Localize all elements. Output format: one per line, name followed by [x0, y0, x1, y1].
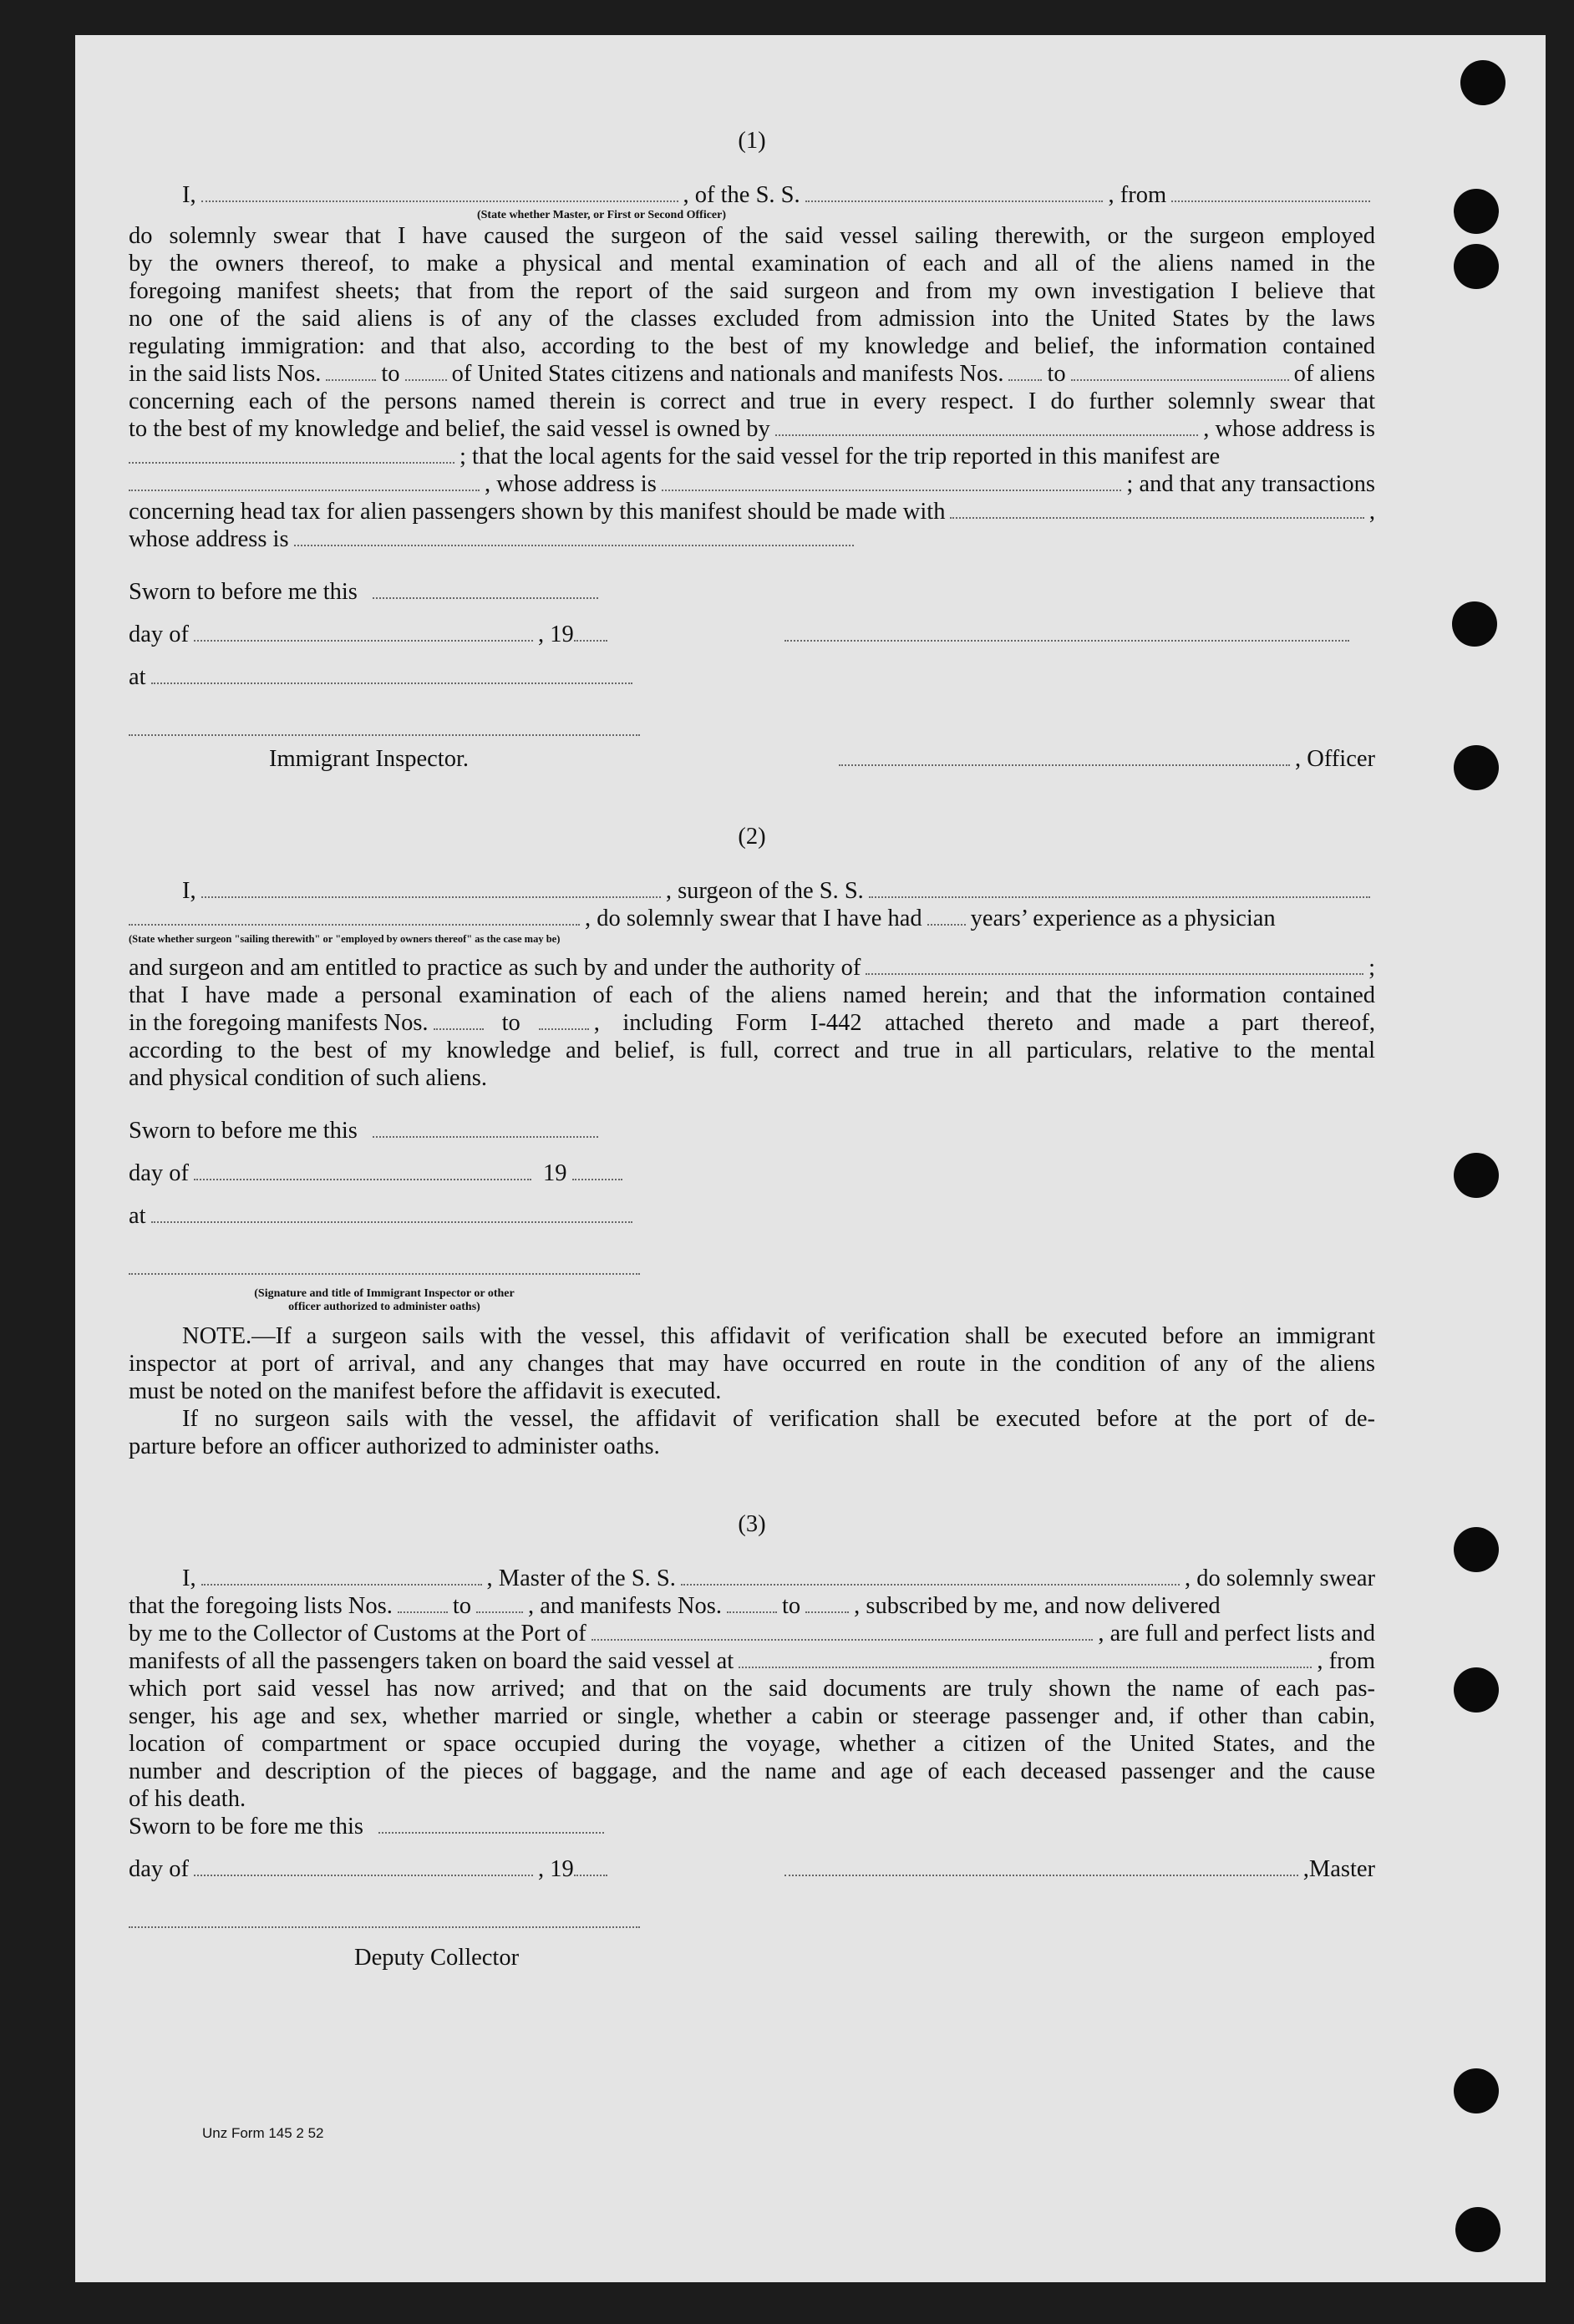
s1-caption: (State whether Master, or First or Second Officer) — [476, 209, 727, 221]
s2-sworn-field[interactable] — [373, 1118, 598, 1138]
s1-lists-row: in the said lists Nos. to of United States citizens and nationals and manifests Nos. to of aliens — [129, 361, 1375, 387]
head-tax-field[interactable] — [950, 499, 1363, 519]
surgeon-name-field[interactable] — [201, 878, 661, 898]
s3-body: which port said vessel has now arrived; and that on the said documents are truly shown the name of each pas- senger, his age and sex, whether married or single, whether a cabin or steerage passenger and, if other than cabin, location of compartment or space occupied during the voyage, whether a citizen of the United States, and the number and description of the pieces of baggage, and the name and age of each deceased passenger and the cause of his death. — [129, 1676, 1375, 1812]
s3-boarded-row: manifests of all the passengers taken on board the said vessel at , from — [129, 1648, 1375, 1674]
punch-hole — [1454, 189, 1499, 234]
agents-address-field[interactable] — [662, 471, 1122, 491]
punch-hole — [1454, 1153, 1499, 1198]
s1-inspector-signature-field[interactable] — [129, 716, 640, 736]
section-2-number: (2) — [738, 824, 766, 850]
s2-authority-row: and surgeon and am entitled to practice as such by and under the authority of ; — [129, 955, 1375, 981]
s3-manifests-to-field[interactable] — [805, 1593, 849, 1613]
s1-sworn-row: Sworn to before me this — [129, 578, 1375, 606]
s2-signature-caption: (Signature and title of Immigrant Inspector or other officer authorized to administer oaths) — [254, 1287, 515, 1313]
s2-line-experience: , do solemnly swear that I have had years’ experience as a physician — [129, 905, 1375, 932]
manifests-to-field[interactable] — [1071, 361, 1289, 381]
from-port-field[interactable] — [1171, 182, 1370, 202]
s1-headtax-address-row: whose address is — [129, 525, 1375, 553]
s2-vessel-field[interactable] — [869, 878, 1370, 898]
officer-signature-line[interactable] — [839, 746, 1290, 766]
note-block: NOTE.—If a surgeon sails with the vessel, this affidavit of verification shall be executed before an immigrant inspector at port of arrival, and any changes that may have occurred en route in the condition of any of the aliens must be noted on the manifest before the affidavit is executed. If no surgeon sails with the vessel, the affidavit of verification shall be executed before at the port of de- parture before an officer authorized to administer oaths. — [129, 1323, 1375, 1459]
s2-manifests-to-field[interactable] — [539, 1010, 589, 1030]
s3-day-row: day of , 19 ,Master — [129, 1856, 1375, 1882]
s1-at-row: at — [129, 663, 1375, 691]
s1-officer-signature-field[interactable] — [784, 622, 1349, 642]
owner-address-field[interactable] — [129, 444, 454, 464]
s2-sworn-row: Sworn to before me this — [129, 1117, 1375, 1144]
s3-sworn-row: Sworn to be fore me this — [129, 1813, 1375, 1840]
section-1-number: (1) — [738, 128, 766, 154]
s2-signature-field[interactable] — [129, 1255, 640, 1275]
master-signature-field[interactable] — [784, 1856, 1298, 1876]
boarded-at-field[interactable] — [739, 1648, 1312, 1668]
s1-at-field[interactable] — [151, 664, 632, 684]
lists-to-field[interactable] — [405, 361, 447, 381]
punch-hole — [1460, 60, 1505, 105]
port-field[interactable] — [592, 1621, 1094, 1641]
deputy-signature-field[interactable] — [129, 1908, 640, 1928]
punch-hole — [1452, 601, 1497, 647]
s1-day-field[interactable] — [194, 622, 533, 642]
s2-caption: (State whether surgeon "sailing therewith" or "employed by owners thereof" as the case may be) — [129, 933, 561, 945]
s3-day-field[interactable] — [194, 1856, 533, 1876]
deputy-collector-label: Deputy Collector — [354, 1945, 520, 1971]
punch-hole — [1454, 1527, 1499, 1572]
form-content: (1) I, , of the S. S. , from (State whether Master, or First or Second Officer) do solemnly swear that I have caused the surgeon of the said vessel sailing therewith, or the surgeon employed by the owners thereof, to make a physical and mental examination of each and all of the aliens named in the foregoing manifest sheets; that from the report of the said surgeon and from my own investigation I believe that no one of the said aliens is of any of the classes excluded from admission into the United States by the laws regulating immigration: and that also, according to the best of my knowledge and belief, the information contained in the said lists Nos. to of United States citizens and nationals and manifests Nos. to of aliens concerning each of the persons named therein is correct and true in every respect. I do further solemnly swear that to the best of my knowledge and belief, the said vessel is owned by , whose address is ; that the local agents for the said vessel for the trip reported in this manifest are , whose address is ; and that any transactions concerning head tax for alien passengers shown by this manifest should be made with , whose address is Sworn to before me this day of , 19 at Immigrant Inspector. , Officer (2) I, , surgeon of the S. S. , do solemnly swear that I have had years’ experience as a physician (State whether surgeon "sailing therewith" or "employed by owners thereof" as the case may be) and surgeon and am entitled to practice as such by and under the authority of ; that I have made a personal examination of each of the aliens named herein; and that the information contained in the foregoing manifests Nos. to , including Form I-442 attached thereto and made a part thereof, according to the best of my knowledge and belief, is full, correct and true in all particulars, relative to the mental and physical condition of such aliens. Sworn to before me this day of 19 at (Signature and title of Immigrant Inspector or other officer authorized to administer oaths) NOTE.—If a surgeon sails with the vessel, this affidavit of verification shall be executed before an immigrant inspector at port of arrival, and any changes that may have occurred en route in the condition of any of the aliens must be noted on the manifest before the affidavit is executed. If no surgeon sails with the vessel, the affidavit of verification shall be executed before at the port of de- parture before an officer authorized to administer oaths. (3) I, , Master of the S. S. , do solemnly swear that the foregoing lists Nos. to , and manifests Nos. to , subscribed by me, and now delivered by me to the Collector of Customs at the Port of , are full and perfect lists and manifests of all the passengers taken on board the said vessel at , from which port said vessel has now arrived; and that on the said documents are truly shown the name of each pas- senger, his age and sex, whether married or single, whether a cabin or steerage passenger and, if other than cabin, location of compartment or space occupied during the voyage, whether a citizen of the United States, and the number and description of the pieces of baggage, and the name and age of each deceased passenger and the cause of his death. Sworn to be fore me this day of , 19 ,Master Deputy Collector — [129, 127, 1375, 1971]
punch-hole — [1454, 745, 1499, 790]
head-tax-address-field[interactable] — [294, 526, 854, 546]
manifests-from-field[interactable] — [1008, 361, 1042, 381]
officer-name-field[interactable] — [201, 182, 678, 202]
s2-manifests-row: in the foregoing manifests Nos. to , including Form I-442 attached thereto and made a part thereof, — [129, 1010, 1375, 1036]
s2-at-field[interactable] — [151, 1203, 632, 1223]
punch-hole — [1454, 244, 1499, 289]
surgeon-status-field[interactable] — [129, 906, 580, 926]
punch-hole — [1455, 2207, 1500, 2252]
s3-lists-to-field[interactable] — [476, 1593, 523, 1613]
s2-year-field[interactable] — [572, 1160, 622, 1180]
agents-field[interactable] — [129, 471, 480, 491]
s3-lists-from-field[interactable] — [398, 1593, 448, 1613]
s1-owner-row: to the best of my knowledge and belief, the said vessel is owned by , whose address is — [129, 416, 1375, 442]
s3-line-master: I, , Master of the S. S. , do solemnly swear — [182, 1565, 1375, 1591]
s1-year-field[interactable] — [574, 622, 607, 642]
years-field[interactable] — [927, 906, 966, 926]
owner-field[interactable] — [775, 416, 1198, 436]
s3-collector-row: by me to the Collector of Customs at the Port of , are full and perfect lists and — [129, 1621, 1375, 1647]
master-name-field[interactable] — [201, 1565, 482, 1586]
authority-field[interactable] — [866, 955, 1363, 975]
s1-line-master: I, , of the S. S. , from — [129, 181, 1375, 209]
s1-agents-address-row: , whose address is ; and that any transactions — [129, 470, 1375, 498]
form-sheet — [75, 35, 1546, 2282]
s3-vessel-field[interactable] — [681, 1565, 1180, 1586]
s3-year-field[interactable] — [574, 1856, 607, 1876]
punch-hole — [1454, 2068, 1499, 2113]
s1-signature-labels: Immigrant Inspector. , Officer — [269, 746, 1375, 772]
s2-day-field[interactable] — [194, 1160, 531, 1180]
s2-at-row: at — [129, 1202, 1375, 1230]
s3-manifests-from-field[interactable] — [727, 1593, 777, 1613]
s2-day-row: day of 19 — [129, 1159, 1375, 1187]
punch-hole — [1454, 1667, 1499, 1713]
s1-day-row: day of , 19 — [129, 621, 1375, 648]
s2-line-surgeon: I, , surgeon of the S. S. — [129, 877, 1375, 905]
s2-manifests-from-field[interactable] — [434, 1010, 484, 1030]
s3-lists-row: that the foregoing lists Nos. to , and manifests Nos. to , subscribed by me, and now delivered — [129, 1593, 1221, 1619]
lists-from-field[interactable] — [326, 361, 376, 381]
s1-headtax-row: concerning head tax for alien passengers shown by this manifest should be made with , — [129, 499, 1375, 525]
s1-agents-row: ; that the local agents for the said vessel for the trip reported in this manifest are — [129, 443, 1375, 470]
s3-sworn-field[interactable] — [378, 1814, 604, 1834]
form-number: Unz Form 145 2 52 — [202, 2125, 324, 2141]
s1-body: do solemnly swear that I have caused the surgeon of the said vessel sailing therewith, or the surgeon employed by the owners thereof, to make a physical and mental examination of each and all of the aliens named in the foregoing manifest sheets; that from the report of the said surgeon and from my own investigation I believe that no one of the said aliens is of any of the classes excluded from admission into the United States by the laws regulating immigration: and that also, according to the best of my knowledge and belief, the information contained — [129, 223, 1375, 359]
s1-sworn-field[interactable] — [373, 579, 598, 599]
section-3-number: (3) — [738, 1511, 766, 1537]
vessel-name-field[interactable] — [805, 182, 1104, 202]
